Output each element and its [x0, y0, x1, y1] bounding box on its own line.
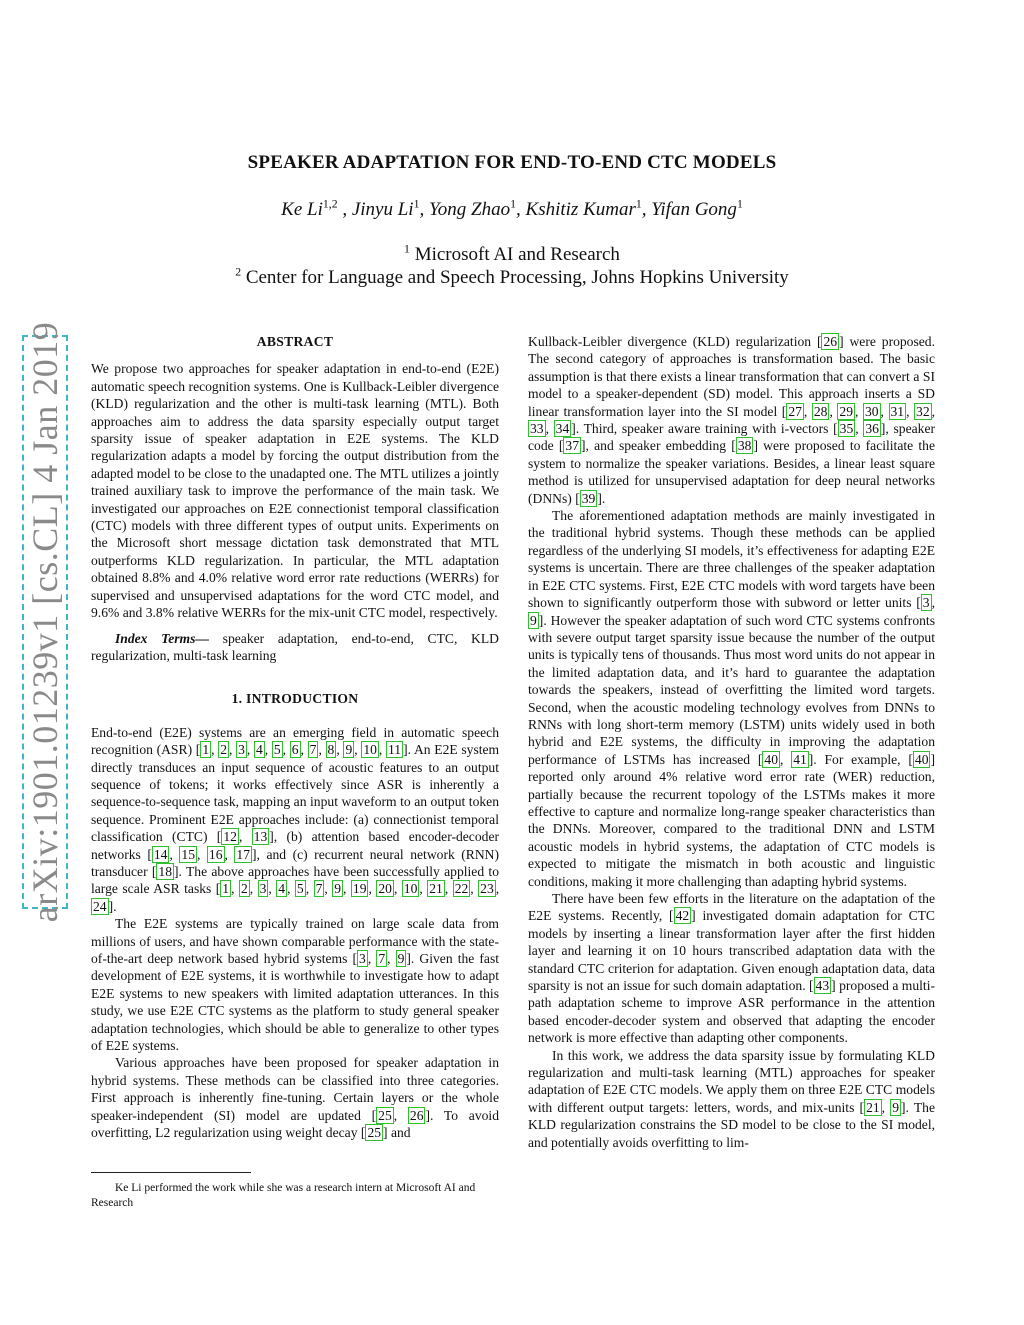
text-run: ,: [444, 881, 453, 897]
citation-link[interactable]: 12: [223, 829, 237, 845]
author-name: Ke Li: [281, 199, 323, 220]
author-affiliation-mark: 1: [510, 197, 517, 211]
citation-link[interactable]: 2: [240, 881, 248, 897]
body-paragraph: [91, 1054, 499, 1141]
citation-link[interactable]: 1: [222, 881, 230, 897]
affiliation-1-text: Microsoft AI and Research: [414, 244, 620, 265]
text-run: ,: [264, 742, 272, 758]
text-run: ,: [906, 403, 915, 419]
citation-link[interactable]: 20: [378, 881, 392, 897]
text-run: ,: [855, 421, 864, 437]
author-name: Jinyu Li: [351, 199, 414, 220]
citation-link[interactable]: 17: [236, 846, 251, 862]
right-column: [528, 333, 935, 1151]
citation-link[interactable]: 7: [315, 881, 323, 897]
body-paragraph: [91, 915, 499, 1054]
text-run: ], and (c) recurrent neural network (RNN) transducer [: [91, 846, 500, 879]
citation-link[interactable]: 39: [581, 490, 596, 506]
text-run: ,: [419, 881, 428, 897]
affiliation-2: [0, 267, 1024, 289]
text-run: ].: [597, 490, 606, 506]
citation-link[interactable]: 33: [530, 421, 544, 437]
text-run: Kullback-Leibler divergence (KLD) regularization [: [528, 334, 822, 349]
citation-link[interactable]: 35: [839, 421, 854, 437]
author-affiliation-mark: 1: [736, 197, 743, 211]
text-run: ] and: [383, 1125, 411, 1141]
citation-link[interactable]: 40: [914, 751, 929, 767]
text-run: ] investigated domain adaptation for CTC models by inserting a linear transformation layer after the first hidden layer and learning it on 10 hours transcribed adaptation data with the standard CTC criterion for adaptation. Given enough adaptation data, data sparsity is not an issue for such domain adaptation. [: [528, 908, 936, 994]
text-run: ,: [495, 881, 500, 897]
citation-link[interactable]: 4: [278, 881, 286, 897]
text-run: ,: [287, 881, 295, 897]
text-run: ,: [229, 742, 237, 758]
body-paragraph: [91, 724, 499, 915]
paper-title: SPEAKER ADAPTATION FOR END-TO-END CTC MODELS: [247, 152, 777, 173]
text-run: ,: [211, 742, 219, 758]
text-run: ,: [881, 1099, 891, 1115]
text-run: ,: [803, 403, 812, 419]
citation-link[interactable]: 9: [334, 881, 342, 897]
text-run: ,: [224, 846, 235, 862]
text-run: ,: [354, 742, 362, 758]
text-run: ]. However the speaker adaptation of such word CTC systems confronts with severe output target sparsity issue because the number of the output units is typically tens of thousands. Thus most word units do not appear in the limited adaptation data, and it’s hard to guarantee the adaptation towards the speakers, instead of overfitting the limited word targets. Second, when the acoustic modeling technology evolves from DNNs to RNNs with long short-term memory (LSTM) units widely used in both hybrid and E2E systems, the difficulty in improving the adaptation performance of LSTMs has increased [: [528, 612, 935, 767]
citation-link[interactable]: 2: [220, 742, 227, 758]
text-run: ] were proposed. The second category of approaches is transformation based. The basic assumption is that there exists a linear transformation that can convert a SI model to a speaker-dependent (SD) model. This approach inserts a SD linear transformation layer into the SI model [: [528, 334, 935, 419]
citation-link[interactable]: 21: [866, 1099, 880, 1115]
citation-link[interactable]: 10: [403, 881, 418, 897]
citation-link[interactable]: 38: [737, 438, 752, 454]
text-run: ,: [855, 403, 863, 419]
text-run: ,: [393, 1107, 408, 1123]
text-run: ,: [238, 829, 252, 845]
body-paragraph: [528, 333, 935, 507]
text-run: ,: [196, 846, 207, 862]
author-affiliation-mark: 1: [413, 197, 420, 211]
text-run: ,: [880, 403, 889, 419]
text-run: ], and speaker embedding [: [581, 438, 736, 454]
citation-link[interactable]: 15: [181, 846, 195, 862]
text-run: ], (b) attention based encoder-decoder networks [: [91, 829, 499, 862]
text-run: ,: [931, 595, 935, 611]
text-run: ,: [268, 881, 277, 897]
citation-link[interactable]: 31: [890, 403, 905, 419]
index-terms: [91, 630, 499, 665]
citation-link[interactable]: 22: [454, 881, 469, 897]
citation-link[interactable]: 36: [865, 421, 879, 437]
text-run: End-to-end (E2E) systems are an emerging field in automatic speech recognition (ASR) [: [91, 724, 499, 758]
citation-link[interactable]: 26: [823, 334, 838, 349]
intro-body: [91, 724, 499, 1142]
intro-body-continued: [528, 333, 935, 1151]
text-run: ,: [324, 881, 333, 897]
text-run: ,: [246, 742, 254, 758]
arxiv-stamp: [22, 321, 68, 923]
abstract-text: We propose two approaches for speaker adaptation in end-to-end (E2E) automatic speech recognition systems. One is Kullback-Leibler divergence (KLD) regularization and the other is multi-task learning (MTL). Both approaches aim to address the data sparsity especially output target sparsity issue of speaker adaptation in E2E systems. The KLD regularization adapts a model by forcing the output distribution from the adapted model to be close to the unadapted one. The MTL utilizes a jointly trained auxiliary task to improve the performance of the main task. We investigated our approaches on E2E connectionist temporal classification (CTC) models with three different types of output units. Experiments on the Microsoft short message dictation task demonstrated that MTL outperforms KLD regularization. In particular, the MTL adaptation obtained 8.8% and 4.0% relative word error rate reductions (WERRs) for supervised and unsupervised adaptations for the word CTC model, and 9.6% and 3.8% relative WERRs for the mix-unit CTC model, respectively.: [91, 361, 499, 621]
citation-link[interactable]: 25: [367, 1125, 382, 1141]
text-run: ] proposed a multi-path adaptation scheme to improve ASR performance in the attention based encoder-decoder system and observed that adapting the encoder network is more effective than adapting other components.: [528, 978, 935, 1046]
citation-link[interactable]: 30: [864, 403, 879, 419]
abstract-heading: ABSTRACT: [256, 334, 334, 349]
citation-link[interactable]: 13: [253, 829, 268, 845]
citation-link[interactable]: 9: [530, 612, 537, 628]
citation-link[interactable]: 8: [327, 742, 335, 758]
author-affiliation-mark: 1: [635, 197, 642, 211]
text-run: ,: [305, 881, 314, 897]
arxiv-stamp-text: arXiv:1901.01239v1 [cs.CL] 4 Jan 2019: [25, 321, 65, 923]
index-terms-label: Index Terms—: [115, 630, 209, 646]
citation-link[interactable]: 19: [352, 881, 367, 897]
citation-link[interactable]: 43: [815, 978, 830, 994]
text-run: ]. The KLD regularization constrains the SD model to be close to the SI model, and potentially avoids overfitting to lim-: [528, 1099, 936, 1150]
citation-link[interactable]: 32: [916, 403, 930, 419]
citation-link[interactable]: 25: [378, 1107, 392, 1123]
affiliation-1-mark: 1: [404, 242, 410, 256]
text-run: ,: [780, 751, 792, 767]
citation-link[interactable]: 5: [296, 881, 304, 897]
text-run: ]. The above approaches have been successfully applied to large scale ASR tasks [: [91, 863, 499, 897]
citation-link[interactable]: 7: [309, 742, 317, 758]
citation-link[interactable]: 1: [202, 742, 210, 758]
text-run: ].: [108, 898, 117, 914]
citation-link[interactable]: 34: [555, 421, 570, 437]
citation-link[interactable]: 14: [153, 846, 168, 862]
text-run: There have been few efforts in the literature on the adaptation of the E2E systems. Recently, [: [528, 891, 935, 924]
citation-link[interactable]: 5: [273, 742, 281, 758]
body-paragraph: [528, 1047, 935, 1151]
citation-link[interactable]: 40: [764, 751, 778, 767]
text-run: ]. To avoid overfitting, L2 regularization using weight decay [: [91, 1107, 499, 1141]
citation-link[interactable]: 3: [922, 595, 930, 611]
index-terms-text: speaker adaptation, end-to-end, CTC, KLD regularization, multi-task learning: [91, 630, 499, 663]
text-run: ,: [931, 403, 936, 419]
citation-link[interactable]: 18: [158, 863, 173, 879]
footnote: Ke Li performed the work while she was a research intern at Microsoft AI and Research: [91, 1182, 476, 1209]
author-name: Yifan Gong: [651, 199, 737, 220]
text-run: ,: [318, 742, 326, 758]
affiliation-2-text: Center for Language and Speech Processing, Johns Hopkins University: [245, 267, 789, 288]
left-column: [91, 333, 499, 1141]
text-run: ,: [545, 421, 554, 437]
author-name: Yong Zhao: [428, 199, 511, 220]
text-run: ]. For example, [: [808, 751, 913, 767]
text-run: ,: [336, 742, 344, 758]
text-run: The E2E systems are typically trained on large scale data from millions of users, and have shown comparable performance with the state-of-the-art deep network based hybrid systems [: [91, 916, 499, 966]
text-run: ,: [367, 951, 377, 966]
intro-heading: 1. INTRODUCTION: [231, 691, 359, 707]
citation-link[interactable]: 9: [892, 1099, 900, 1115]
footnote-rule: [91, 1172, 251, 1173]
text-run: ] were proposed to facilitate the system to normalize the speaker variations. Besides, a linear least square method is utilized for unsupervised adaptation for deep neural networks (DNNs) [: [528, 438, 935, 506]
citation-link[interactable]: 27: [788, 403, 802, 419]
citation-link[interactable]: 3: [259, 881, 267, 897]
author-affiliation-mark: 1,2: [322, 197, 338, 211]
text-run: ], speaker code [: [528, 421, 936, 454]
affiliation-2-mark: 2: [235, 265, 242, 279]
citation-link[interactable]: 9: [397, 951, 405, 966]
text-run: ,: [249, 881, 258, 897]
author-list: Ke Li$^{1,2}$ , Jinyu Li$^1$, Yong Zhao$^1$, Kshitiz Kumar$^1$, Yifan Gong$^1$: [281, 197, 743, 220]
text-run: ,: [231, 881, 239, 897]
text-run: ,: [343, 881, 351, 897]
text-run: ]. An E2E system directly transduces an input sequence of acoustic features to an output sequence of tokens; it works effectively since ASR is inherently a sequence-to-sequence task, mapping an input waveform to an output token sequence. Prominent E2E approaches include: (a) connectionist temporal classification (CTC) [: [91, 742, 500, 845]
citation-link[interactable]: 7: [378, 951, 386, 966]
citation-link[interactable]: 23: [480, 881, 494, 897]
citation-link[interactable]: 6: [291, 742, 299, 758]
citation-link[interactable]: 3: [238, 742, 245, 758]
text-run: ,: [393, 881, 402, 897]
citation-link[interactable]: 4: [255, 742, 263, 758]
text-run: ,: [368, 881, 377, 897]
text-run: ,: [829, 403, 838, 419]
text-run: ,: [169, 846, 180, 862]
text-run: Various approaches have been proposed for speaker adaptation in hybrid systems. These methods can be classified into three categories. First approach is inherently fine-tuning. Certain layers or the whole speaker-independent (SI) model are updated [: [91, 1055, 499, 1123]
citation-link[interactable]: 42: [675, 908, 690, 924]
citation-link[interactable]: 3: [359, 951, 366, 966]
citation-link[interactable]: 41: [793, 751, 807, 767]
citation-link[interactable]: 10: [363, 742, 377, 758]
text-run: ]. Given the fast development of E2E systems, it is worthwhile to investigate how to adapt E2E systems to new speakers with limited adaptation utterances. In this study, we use E2E CTC systems as the platform to study general speaker adaptation technologies, which should be able to generalize to other types of E2E systems.: [91, 951, 500, 1054]
text-run: In this work, we address the data sparsity issue by formulating KLD regularization and multi-task learning (MTL) approaches for speaker adaptation of E2E CTC models. We apply them on three E2E CTC models with different output targets: letters, words, and mix-units [: [528, 1047, 935, 1115]
affiliation-1: [0, 244, 1024, 266]
citation-link[interactable]: 21: [429, 881, 443, 897]
text-run: ]. Third, speaker aware training with i-vectors [: [571, 421, 838, 437]
text-run: The aforementioned adaptation methods are mainly investigated in the traditional hybrid systems. Though these methods can be applied regardless of the underlying SI models, it’s effectiveness for adapting E2E systems is uncertain. There are three challenges of the speaker adaptation in E2E CTC systems. First, E2E CTC models with word targets have been shown to significantly outperform those with subword or letter units [: [528, 508, 935, 611]
author-name: Kshitiz Kumar: [525, 199, 636, 220]
text-run: ,: [470, 881, 479, 897]
citation-link[interactable]: 26: [409, 1107, 424, 1123]
citation-link[interactable]: 11: [388, 742, 402, 758]
body-paragraph: [528, 507, 935, 890]
body-paragraph: [528, 890, 935, 1047]
citation-link[interactable]: 16: [208, 846, 223, 862]
citation-link[interactable]: 29: [839, 403, 853, 419]
citation-link[interactable]: 9: [345, 742, 353, 758]
text-run: ,: [387, 951, 396, 966]
text-run: ,: [300, 742, 308, 758]
citation-link[interactable]: 37: [565, 438, 579, 454]
text-run: ,: [282, 742, 290, 758]
citation-link[interactable]: 24: [93, 898, 107, 914]
text-run: ] reported only around 4% relative word error rate (WER) reduction, partially because the recurrent topology of the LSTMs makes it more effective to capture and normalize long-range speaker characteristics than the DNNs. Moreover, compared to the traditional DNN and LSTM acoustic models in hybrid systems, the adaptation of CTC models is expected to mitigate the mismatch in both acoustic and linguistic conditions, making it more challenging than adapting hybrid systems.: [528, 751, 936, 889]
citation-link[interactable]: 28: [813, 403, 828, 419]
text-run: ,: [378, 742, 387, 758]
